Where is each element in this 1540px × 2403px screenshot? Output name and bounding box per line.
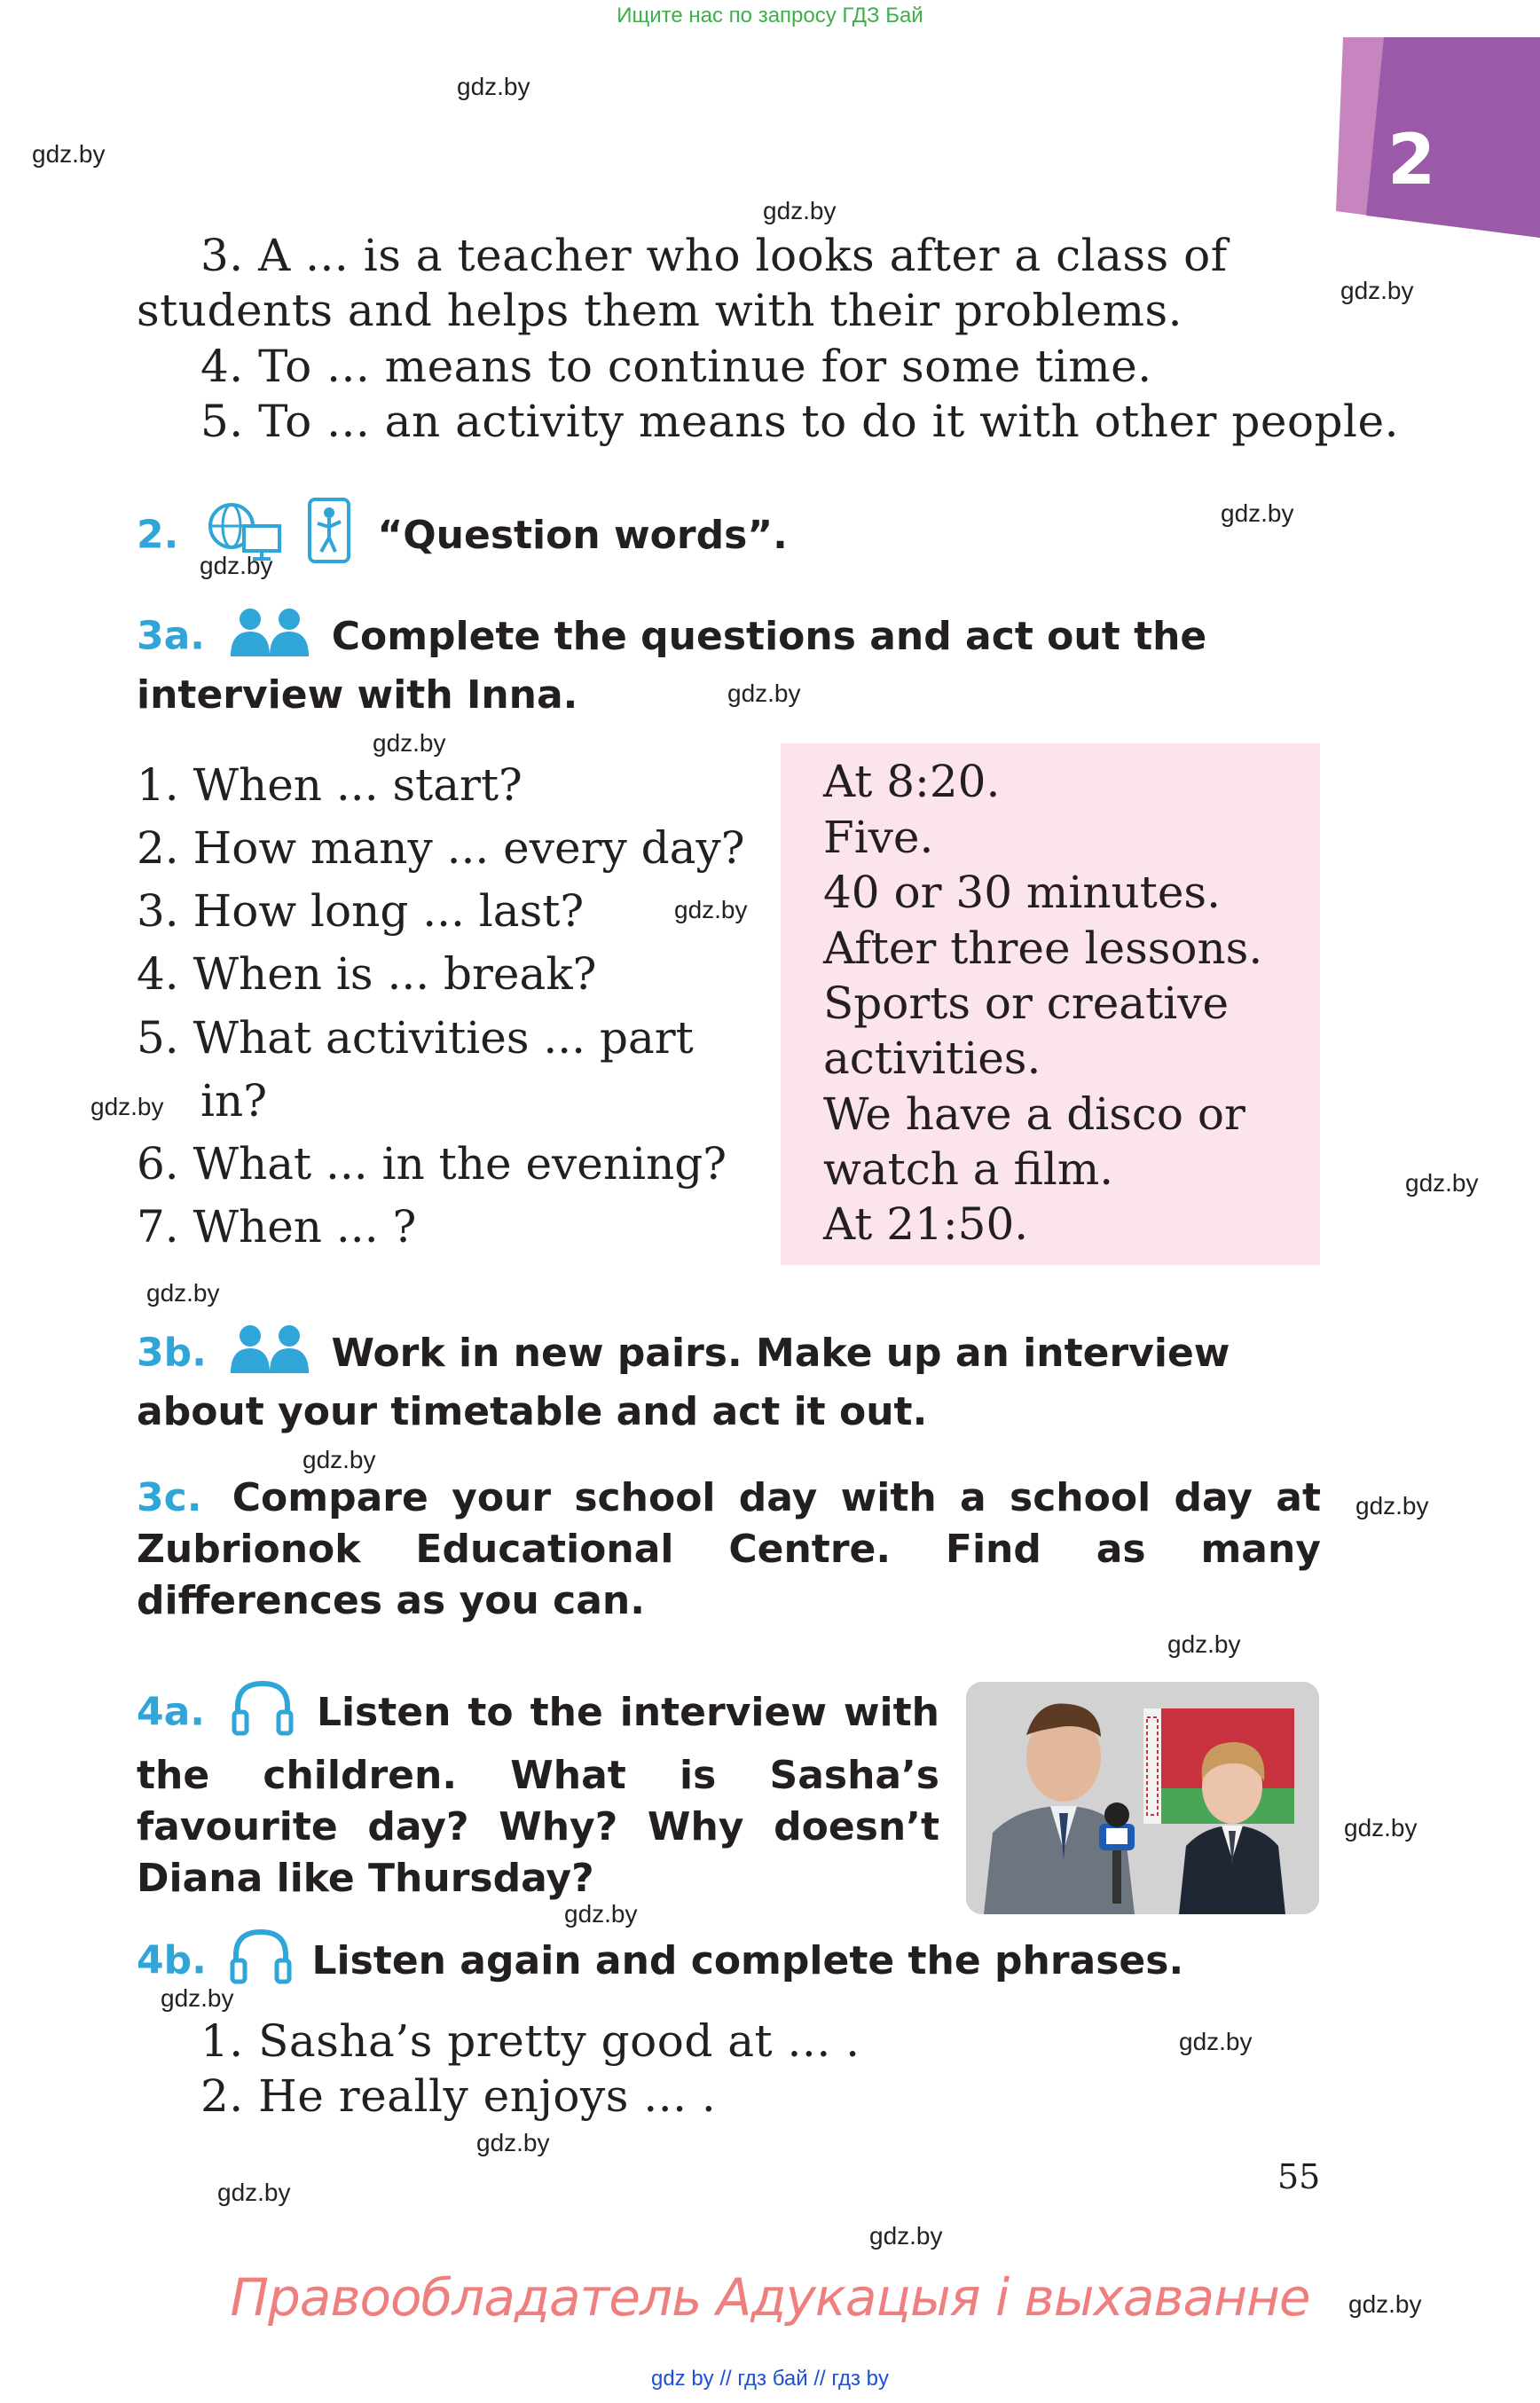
answer-line: At 21:50.	[823, 1198, 1029, 1250]
interview-photo	[966, 1682, 1319, 1914]
answer-line: Five.	[823, 812, 934, 863]
task-number: 3c.	[137, 1475, 202, 1520]
prev-item	[200, 396, 1399, 447]
watermark: gdz.by	[373, 729, 446, 757]
interview-photo-image	[966, 1682, 1319, 1914]
watermark: gdz.by	[217, 2179, 291, 2206]
prev-item	[200, 230, 1228, 281]
item-text: To ... an activity means to do it with other people.	[258, 396, 1400, 447]
item-number: 2.	[200, 2070, 244, 2122]
question-item	[137, 948, 596, 1000]
task-instruction: Listen again and complete the phrases.	[311, 1937, 1184, 1983]
item-text: When ... ?	[192, 1201, 417, 1253]
watermark: gdz.by	[674, 896, 748, 923]
chapter-number: 2	[1387, 121, 1436, 200]
headphones-icon	[231, 1678, 295, 1750]
answer-line: 40 or 30 minutes.	[823, 867, 1221, 918]
item-text: Sasha’s pretty good at ... .	[258, 2015, 860, 2067]
copyright-notice: Правообладатель Адукацыя і выхаванне	[230, 2267, 1310, 2328]
task-4b	[137, 1927, 1321, 1999]
watermark: gdz.by	[1344, 1814, 1418, 1842]
task-3a	[137, 607, 1321, 721]
item-text: What ... in the evening?	[192, 1138, 727, 1190]
answer-line: At 8:20.	[823, 756, 1001, 807]
task-instruction: Work in new pairs. Make up an interview about your timetable and act it out.	[137, 1330, 1230, 1434]
task-3b	[137, 1323, 1321, 1438]
task-number: 2.	[137, 512, 179, 558]
page-number: 55	[1277, 2157, 1321, 2196]
watermark: gdz.by	[1221, 499, 1294, 527]
watermark: gdz.by	[1348, 2290, 1422, 2318]
prev-item-continued	[137, 285, 1182, 336]
watermark: gdz.by	[1355, 1492, 1429, 1520]
item-text: When ... start?	[192, 759, 522, 811]
footer-links[interactable]: gdz by // гдз бай // гдз by	[650, 2367, 890, 2391]
search-note: Ищите нас по запросу ГДЗ Бай	[617, 4, 923, 27]
item-text: How long ... last?	[192, 885, 585, 937]
item-number: 7.	[137, 1201, 179, 1253]
watermark: gdz.by	[90, 1093, 164, 1120]
question-item-continued	[200, 1075, 267, 1127]
pair-work-icon	[229, 1323, 310, 1386]
question-item	[137, 1138, 727, 1190]
watermark: gdz.by	[146, 1279, 220, 1307]
task-2	[137, 497, 1321, 577]
task-4a	[137, 1678, 939, 1904]
item-text: To ... means to continue for some time.	[258, 341, 1152, 392]
phrase-item	[200, 2070, 716, 2122]
task-instruction: Listen to the interview with the children. What is Sasha’s favourite day? Why? Why doesn’t Diana like Thursday?	[137, 1689, 939, 1901]
question-item	[137, 1201, 416, 1253]
item-number: 3.	[200, 230, 244, 281]
task-instruction: Compare your school day with a school day at Zubrionok Educational Centre. Find as many differences as you can.	[137, 1475, 1321, 1623]
item-number: 6.	[137, 1138, 179, 1190]
item-number: 4.	[137, 948, 179, 1000]
watermark: gdz.by	[564, 1900, 638, 1928]
watermark: gdz.by	[763, 197, 837, 224]
task-number: 4a.	[137, 1689, 206, 1735]
watermark: gdz.by	[1167, 1630, 1241, 1658]
task-instruction: Complete the questions and act out the interview with Inna.	[137, 613, 1207, 718]
answer-line: We have a disco or	[823, 1088, 1245, 1140]
watermark: gdz.by	[727, 679, 801, 707]
watermark: gdz.by	[869, 2222, 943, 2250]
answer-line: After three lessons.	[823, 923, 1263, 974]
task-number: 3a.	[137, 613, 206, 659]
answer-line: activities.	[823, 1033, 1041, 1084]
video-icon	[307, 497, 351, 577]
item-text: in?	[200, 1075, 267, 1127]
question-item	[137, 1012, 694, 1064]
chapter-tab	[1304, 34, 1540, 255]
question-item	[137, 822, 745, 874]
watermark: gdz.by	[302, 1446, 376, 1473]
item-number: 2.	[137, 822, 179, 874]
watermark: gdz.by	[1405, 1169, 1479, 1197]
task-title: “Question words”.	[377, 512, 788, 558]
pair-work-icon	[229, 607, 310, 670]
item-text: A ... is a teacher who looks after a class of	[258, 230, 1228, 281]
watermark: gdz.by	[200, 552, 273, 579]
item-number: 3.	[137, 885, 179, 937]
question-item	[137, 759, 522, 811]
item-number: 5.	[200, 396, 244, 447]
task-number: 4b.	[137, 1937, 207, 1983]
item-text: What activities ... part	[192, 1012, 694, 1064]
answer-line: watch a film.	[823, 1143, 1114, 1195]
item-number: 4.	[200, 341, 244, 392]
prev-item	[200, 341, 1152, 392]
task-number: 3b.	[137, 1330, 207, 1376]
internet-resource-icon	[205, 499, 285, 575]
phrase-item	[200, 2015, 860, 2067]
item-number: 1.	[137, 759, 179, 811]
watermark: gdz.by	[457, 73, 530, 100]
headphones-icon	[229, 1927, 293, 1999]
watermark: gdz.by	[1179, 2028, 1253, 2055]
watermark: gdz.by	[1340, 277, 1414, 304]
watermark: gdz.by	[32, 140, 106, 168]
watermark: gdz.by	[476, 2129, 550, 2156]
question-item	[137, 885, 584, 937]
watermark: gdz.by	[161, 1984, 234, 2012]
answer-line: Sports or creative	[823, 978, 1230, 1029]
task-3c	[137, 1472, 1321, 1627]
item-number: 1.	[200, 2015, 244, 2067]
item-text: How many ... every day?	[192, 822, 745, 874]
item-text: He really enjoys ... .	[258, 2070, 717, 2122]
item-text: When is ... break?	[192, 948, 597, 1000]
item-text: students and helps them with their problems.	[137, 285, 1183, 336]
item-number: 5.	[137, 1012, 179, 1064]
